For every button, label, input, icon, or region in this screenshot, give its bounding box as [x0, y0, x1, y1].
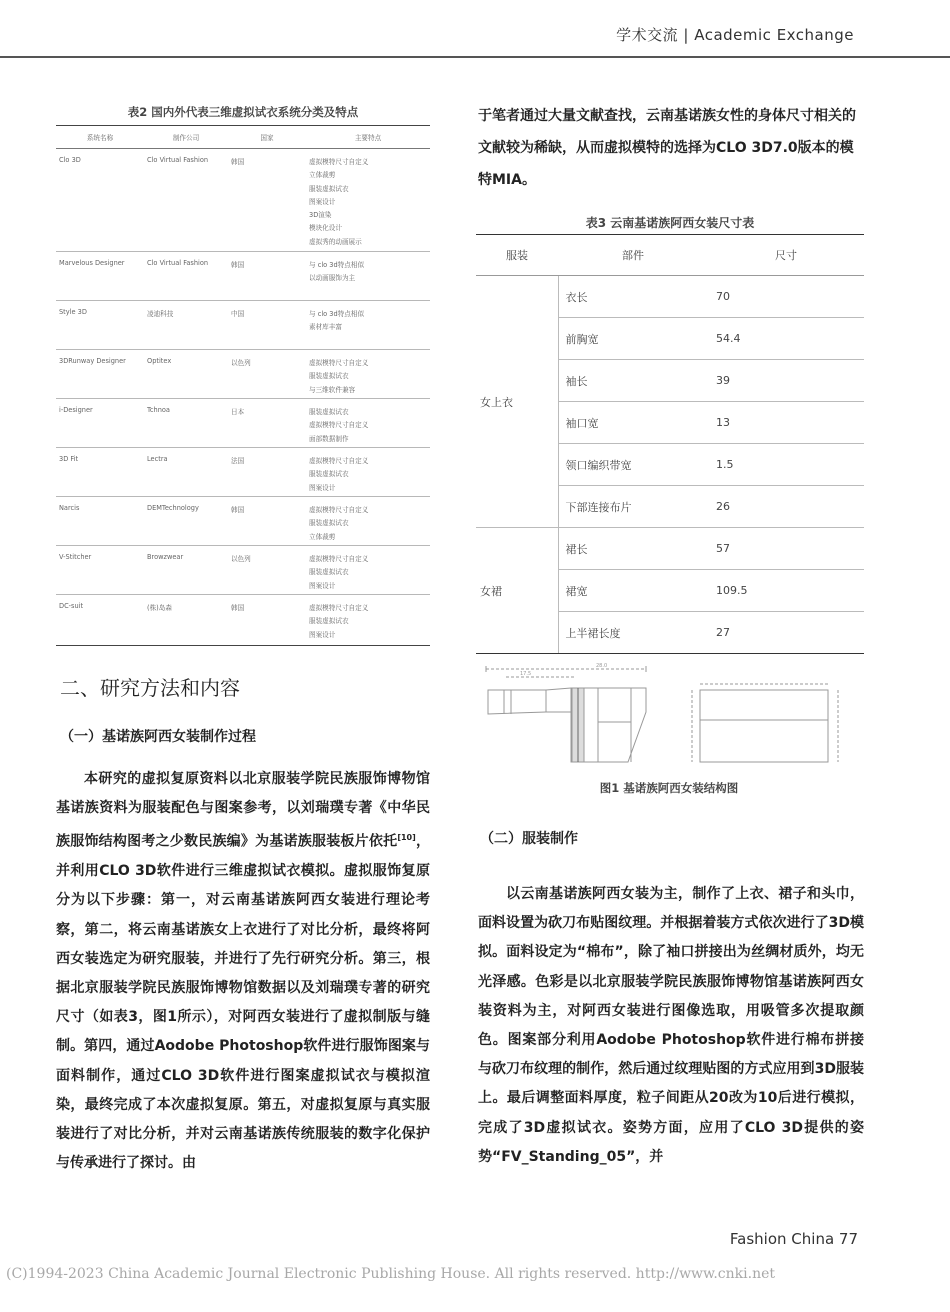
table2-cell-country: 韩国 [228, 595, 306, 646]
table3-col-header: 部件 [558, 235, 708, 276]
table2-cell-country: 韩国 [228, 252, 306, 301]
feature-item: 图案设计 [309, 483, 336, 492]
table3-col-header: 服装 [476, 235, 558, 276]
figure1-caption: 图1 基诺族阿西女装结构图 [599, 781, 739, 795]
table3-size-cell: 54.4 [708, 318, 864, 360]
table2-cell-company: Clo Virtual Fashion [144, 252, 228, 301]
table2-cell-company: Browzwear [144, 546, 228, 595]
table2-cell-company: Clo Virtual Fashion [144, 149, 228, 252]
table2-cell-features [306, 350, 430, 399]
table3-part-cell: 下部连接布片 [558, 486, 708, 528]
table3-size-cell: 1.5 [708, 444, 864, 486]
table3-garment-cell: 女上衣 [476, 276, 558, 528]
section2-para1 [56, 765, 430, 1179]
table-row [56, 399, 430, 448]
table-row [56, 497, 430, 546]
table2-cell-name: Clo 3D [56, 149, 144, 252]
table2-cell-country: 中国 [228, 301, 306, 350]
table3-part-cell: 裙宽 [558, 570, 708, 612]
table2-cell-features [306, 399, 430, 448]
table2-cell-name: V-Stitcher [56, 546, 144, 595]
table3-part-cell: 领口编织带宽 [558, 444, 708, 486]
table3-part-cell: 衣长 [558, 276, 708, 318]
table2-cell-country: 韩国 [228, 149, 306, 252]
feature-item: 服装虚拟试衣 [309, 568, 349, 577]
table2-cell-country: 法国 [228, 448, 306, 497]
table2-cell-name: 3D Fit [56, 448, 144, 497]
table3-size-cell: 13 [708, 402, 864, 444]
table2-cell-company: 凌迪科技 [144, 301, 228, 350]
table2-cell-features [306, 301, 430, 350]
table3-col-header: 尺寸 [708, 235, 864, 276]
table-row [56, 301, 430, 350]
table2-cell-name: Narcis [56, 497, 144, 546]
table2-col-header: 主要特点 [306, 126, 430, 149]
table3-size-cell: 109.5 [708, 570, 864, 612]
table2-cell-company: Lectra [144, 448, 228, 497]
feature-item: 与 clo 3d特点相似 [309, 261, 365, 269]
table3-part-cell: 袖长 [558, 360, 708, 402]
table3-garment-cell: 女裙 [476, 528, 558, 654]
table2-col-header: 系统名称 [56, 126, 144, 149]
feature-item: 服装虚拟试衣 [309, 617, 349, 626]
table2-caption: 表2 国内外代表三维虚拟试衣系统分类及特点 [127, 105, 359, 119]
feature-item: 虚拟模特尺寸自定义 [309, 421, 369, 430]
feature-item: 服装虚拟试衣 [309, 372, 349, 381]
table3-size-cell: 70 [708, 276, 864, 318]
table3-part-cell: 裙长 [558, 528, 708, 570]
feature-item: 以动画服饰为主 [309, 274, 356, 283]
table2-cell-country: 以色列 [228, 546, 306, 595]
feature-item: 服装虚拟试衣 [309, 184, 349, 193]
table3-size-cell: 26 [708, 486, 864, 528]
table-row [56, 546, 430, 595]
feature-item: 与 clo 3d特点相似 [309, 310, 365, 318]
section2-sub1-title: （一）基诺族阿西女装制作过程 [60, 729, 256, 745]
table2-cell-name: 3DRunway Designer [56, 350, 144, 399]
header-rule [0, 56, 950, 58]
table3 [476, 234, 864, 654]
feature-item: 服装虚拟试衣 [309, 470, 349, 479]
feature-item: 立体裁剪 [309, 532, 336, 541]
table2-cell-features [306, 252, 430, 301]
table3-header-row [476, 235, 864, 276]
table2 [56, 125, 430, 646]
table2-cell-name: Style 3D [56, 301, 144, 350]
table2-cell-company: DEMTechnology [144, 497, 228, 546]
fig1-dim-label-1: 17.5 [520, 671, 532, 677]
table2-cell-features [306, 149, 430, 252]
feature-item: 虚拟模特尺寸自定义 [309, 158, 369, 166]
right-intro-paragraph: 于笔者通过大量文献查找，云南基诺族女性的身体尺寸相关的文献较为稀缺，从而虚拟模特的选择为CLO 3D7.0版本的模特MIA。 [478, 108, 856, 188]
table3-part-cell: 上半裙长度 [558, 612, 708, 654]
table2-cell-name: DC-suit [56, 595, 144, 646]
section2-title: 二、研究方法和内容 [60, 676, 240, 700]
feature-item: 虚拟模特尺寸自定义 [309, 604, 369, 612]
page-footer: Fashion China 77 [729, 1230, 858, 1248]
feature-item: 图案设计 [309, 581, 336, 590]
para1-text-b: ，并利用CLO 3D软件进行三维虚拟试衣模拟。虚拟服饰复原分为以下步骤：第一，对云南基诺族阿西女装进行理论考察，第二，将云南基诺族女上衣进行了对比分析，最终将阿西女装选定为研究服装，并进行了先行研究分析。第三，根据北京服装学院民族服饰博物馆数据以及刘瑞璞专著的研究尺寸（如表3，图1所示），对阿西女装进行了虚拟制版与缝制。第四，通过Aodobe Photoshop软件进行服饰图案与面料制作，通过CLO 3D软件进行图案虚拟试衣与模拟渲染，最终完成了本次虚拟复原。第五，对虚拟复原与真实服装进行了对比分析，并对云南基诺族传统服装的数字化保护与传承进行了探讨。由 [56, 834, 431, 1172]
feature-item: 服装虚拟试衣 [309, 519, 349, 528]
table-row [476, 276, 864, 318]
feature-item: 素材库丰富 [309, 323, 342, 332]
feature-item: 虚拟模特尺寸自定义 [309, 506, 369, 514]
table2-col-header: 制作公司 [144, 126, 228, 149]
para1-text-a: 本研究的虚拟复原资料以北京服装学院民族服饰博物馆基诺族资料为服装配色与图案参考，以刘瑞璞专著《中华民族服饰结构图考之少数民族编》为基诺族服装板片依托 [56, 771, 430, 851]
table-row [56, 448, 430, 497]
table-row [56, 350, 430, 399]
table2-cell-features [306, 448, 430, 497]
table3-size-cell: 27 [708, 612, 864, 654]
feature-item: 立体裁剪 [309, 171, 336, 180]
feature-item: 服装虚拟试衣 [309, 408, 349, 416]
table2-cell-features [306, 595, 430, 646]
feature-item: 虚拟秀的动画展示 [309, 237, 362, 246]
feature-item: 面部数据制作 [309, 434, 349, 443]
section2-para2: 以云南基诺族阿西女装为主，制作了上衣、裙子和头巾，面料设置为砍刀布贴图纹理。并根据着装方式依次进行了3D模拟。面料设定为“棉布”，除了袖口拼接出为丝绸材质外，均无光泽感。色彩是以北京服装学院民族服饰博物馆基诺族阿西女装资料为主，对阿西女装进行图像选取，用吸管多次提取颜色。图案部分利用Aodobe Photoshop软件进行棉布拼接与砍刀布纹理的制作，然后通过纹理贴图的方式应用到3D服装上。最后调整面料厚度，粒子间距从20改为10后进行模拟，完成了3D虚拟试衣。姿势方面，应用了CLO 3D提供的姿势“FV_Standing_05”，并 [478, 886, 864, 1165]
feature-item: 虚拟模特尺寸自定义 [309, 457, 369, 465]
table2-cell-company: Optitex [144, 350, 228, 399]
table2-cell-country: 以色列 [228, 350, 306, 399]
table2-col-header: 国家 [228, 126, 306, 149]
table2-cell-features [306, 546, 430, 595]
fig1-dim-label-2: 28.0 [596, 663, 608, 669]
table2-cell-country: 韩国 [228, 497, 306, 546]
section2-sub2-title: （二）服装制作 [480, 831, 578, 847]
table-row [476, 528, 864, 570]
feature-item: 与三维软件兼容 [309, 385, 356, 394]
table-row [56, 595, 430, 646]
table-row [56, 149, 430, 252]
feature-item: 3D渲染 [309, 211, 332, 220]
table3-part-cell: 袖口宽 [558, 402, 708, 444]
table3-caption: 表3 云南基诺族阿西女装尺寸表 [585, 216, 755, 230]
table2-cell-company: Tchnoa [144, 399, 228, 448]
table2-cell-name: Marvelous Designer [56, 252, 144, 301]
feature-item: 模块化设计 [309, 224, 342, 233]
table2-cell-features [306, 497, 430, 546]
feature-item: 图案设计 [309, 630, 336, 639]
feature-item: 虚拟模特尺寸自定义 [309, 555, 369, 563]
feature-item: 图案设计 [309, 197, 336, 206]
table3-size-cell: 39 [708, 360, 864, 402]
table2-cell-name: i-Designer [56, 399, 144, 448]
table3-part-cell: 前胸宽 [558, 318, 708, 360]
table-row [56, 252, 430, 301]
copyright-line: (C)1994-2023 China Academic Journal Electronic Publishing House. All rights reserved. http://www.cnki.net [6, 1266, 776, 1282]
table2-cell-country: 日本 [228, 399, 306, 448]
table2-cell-company: (株)岛森 [144, 595, 228, 646]
table3-size-cell: 57 [708, 528, 864, 570]
figure1-structure-diagram [476, 662, 862, 774]
para1-citation: [10] [397, 833, 416, 843]
running-header: 学术交流 | Academic Exchange [616, 26, 854, 44]
feature-item: 虚拟模特尺寸自定义 [309, 359, 369, 367]
table2-header-row [56, 126, 430, 149]
